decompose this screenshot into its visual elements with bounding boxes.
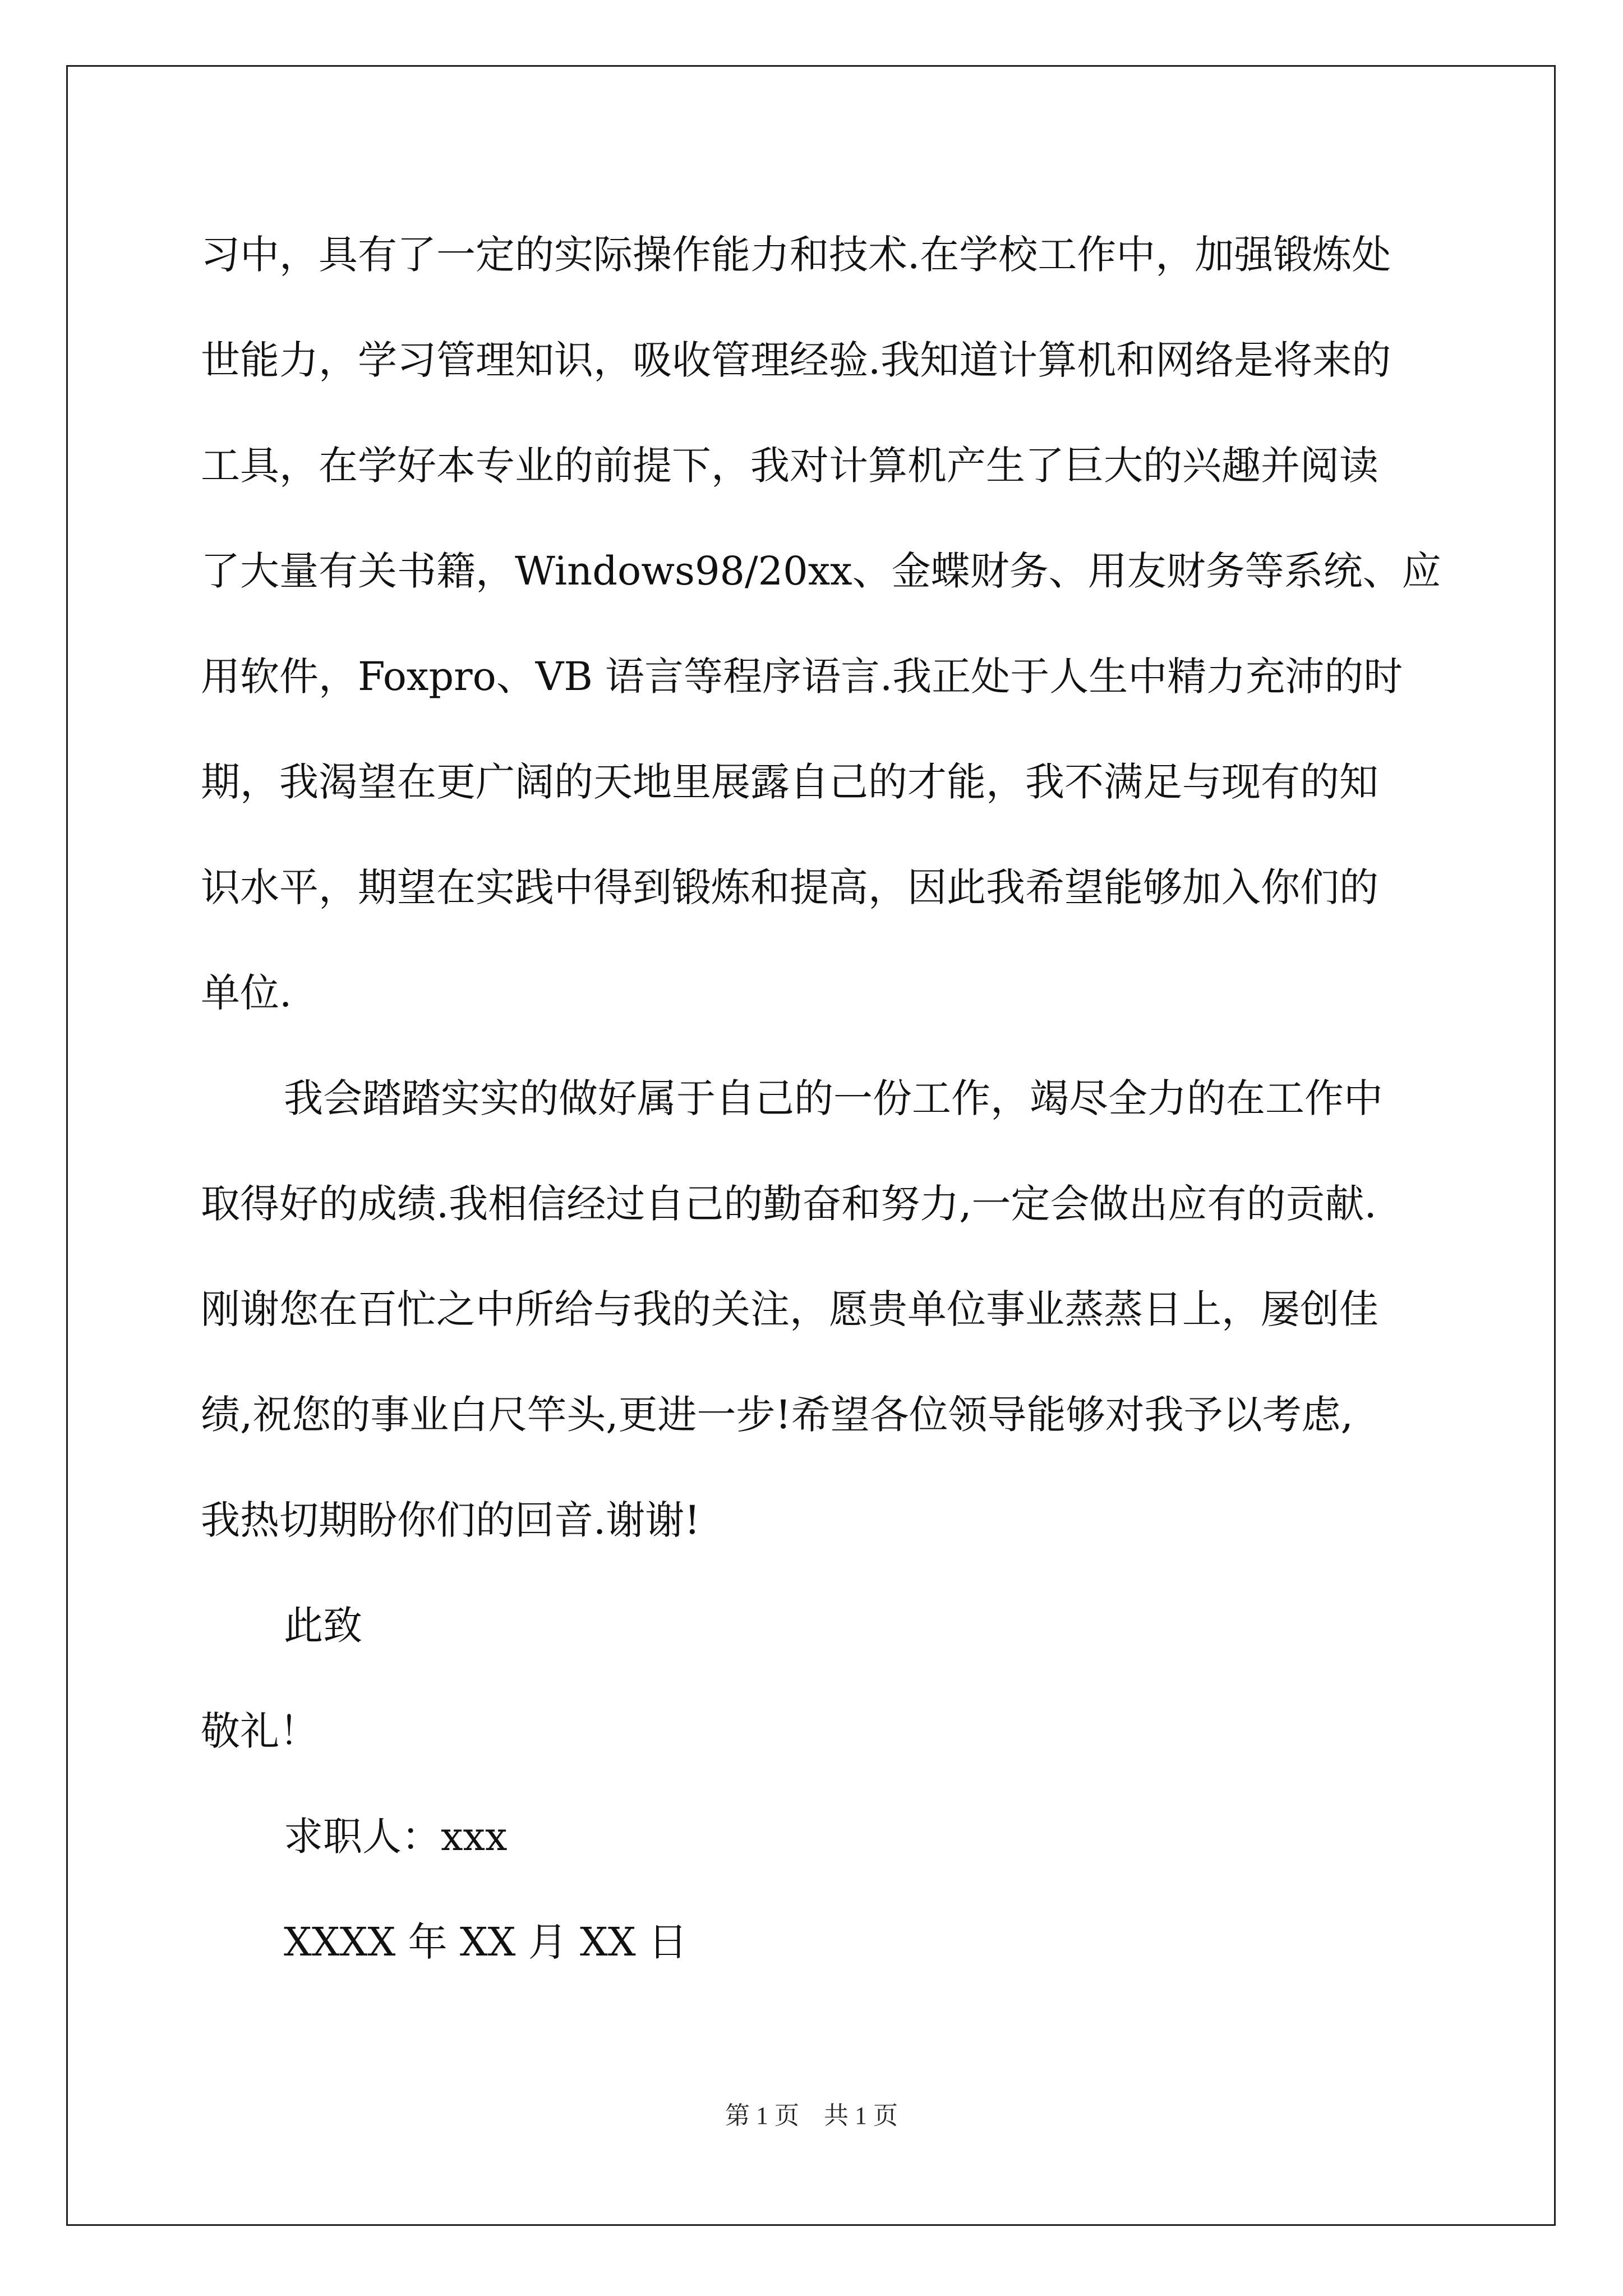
- paragraph-1-line-4: 了大量有关书籍，Windows98/20xx、金蝶财务、用友财务等系统、应: [201, 548, 1441, 594]
- paragraph-2-line-1: 我会踏踏实实的做好属于自己的一份工作，竭尽全力的在工作中: [284, 1075, 1383, 1121]
- paragraph-2-line-4: 绩,祝您的事业白尺竿头,更进一步!希望各位领导能够对我予以考虑,: [201, 1392, 1353, 1438]
- page-footer: [0, 2095, 1623, 2131]
- closing-phrase: 此致: [284, 1603, 362, 1649]
- paragraph-1-line-8: 单位.: [201, 970, 292, 1016]
- paragraph-1-line-3: 工具，在学好本专业的前提下，我对计算机产生了巨大的兴趣并阅读: [201, 443, 1378, 489]
- paragraph-1-line-5: 用软件，Foxpro、VB 语言等程序语言.我正处于人生中精力充沛的时: [201, 654, 1403, 700]
- salute: 敬礼！: [201, 1708, 319, 1754]
- paragraph-1-line-7: 识水平，期望在实践中得到锻炼和提高，因此我希望能够加入你们的: [201, 864, 1378, 910]
- paragraph-1-line-6: 期，我渴望在更广阔的天地里展露自己的才能，我不满足与现有的知: [201, 759, 1378, 805]
- page-indicator: 第 1 页 共 1 页: [725, 2102, 898, 2129]
- paragraph-2-line-2: 取得好的成绩.我相信经过自己的勤奋和努力,一定会做出应有的贡献.: [201, 1181, 1377, 1227]
- paragraph-1-line-2: 世能力，学习管理知识，吸收管理经验.我知道计算机和网络是将来的: [201, 337, 1391, 383]
- date: XXXX 年 XX 月 XX 日: [284, 1919, 688, 1965]
- letter-body: [201, 202, 1441, 1995]
- paragraph-2-line-5: 我热切期盼你们的回音.谢谢!: [201, 1497, 700, 1543]
- paragraph-2-line-3: 刚谢您在百忙之中所给与我的关注，愿贵单位事业蒸蒸日上，屡创佳: [201, 1286, 1378, 1332]
- paragraph-1-line-1: 习中，具有了一定的实际操作能力和技术.在学校工作中，加强锻炼处: [201, 232, 1391, 278]
- signature: 求职人：xxx: [284, 1814, 508, 1860]
